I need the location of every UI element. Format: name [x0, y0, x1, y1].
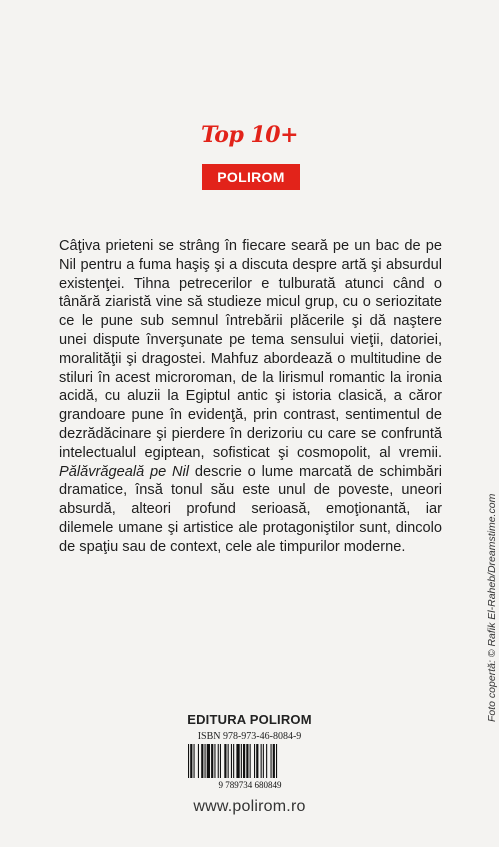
imprint-badge: POLIROM [202, 164, 300, 190]
isbn-number: ISBN 978-973-46-8084-9 [197, 731, 302, 742]
barcode [180, 744, 320, 790]
publisher-name: EDITURA POLIROM [187, 712, 312, 727]
series-logo: Top 10+ [200, 122, 299, 148]
blurb-text-part2: descrie o lume marcată de schimbări dramatice, însă tonul său este unul de poveste, uneori absurdă, alteori profund serioasă, emoţionantă, iar dilemele umane şi artistice ale protagoniştilor sunt, dincolo de spaţiu sau de context, cele ale timpurilor moderne. [59, 463, 442, 555]
book-title: Pălăvrăgeală pe Nil [59, 463, 190, 480]
barcode-bars [188, 744, 277, 778]
barcode-digits: 9 789734 680849 [218, 780, 282, 790]
website-url[interactable]: www.polirom.ro [193, 798, 306, 815]
blurb-text-part1: Câţiva prieteni se strâng în fiecare seară pe un bac de pe Nil pentru a fuma haşiş şi a discuta despre artă şi absurdul existenţei. Tihna petrecerilor e tulburată atunci când o tânără ziaristă vine să studieze micul grup, cu o seriozitate ce le pune sub semnul întrebării plăcerile şi dă naştere unei dispute înverşunate pe tema sensului vieţii, datoriei, moralităţii şi dragostei. Mahfuz abordează o multitudine de stiluri în acest microroman, de la lirismul romantic la ironia acidă, cu aluzii la Egiptul antic şi istoria clasică, a căror grandoare pune în evidenţă, prin contrast, sentimentul de dezrădăcinare şi pierdere în derizoriu cu care se confruntă intelectualul egiptean, sofisticat şi cosmopolit, al vremii. [59, 238, 442, 461]
photo-credit: Foto copertă: © Rafik El-Raheb/Dreamstime.com [486, 493, 498, 722]
back-cover-blurb [59, 237, 442, 557]
